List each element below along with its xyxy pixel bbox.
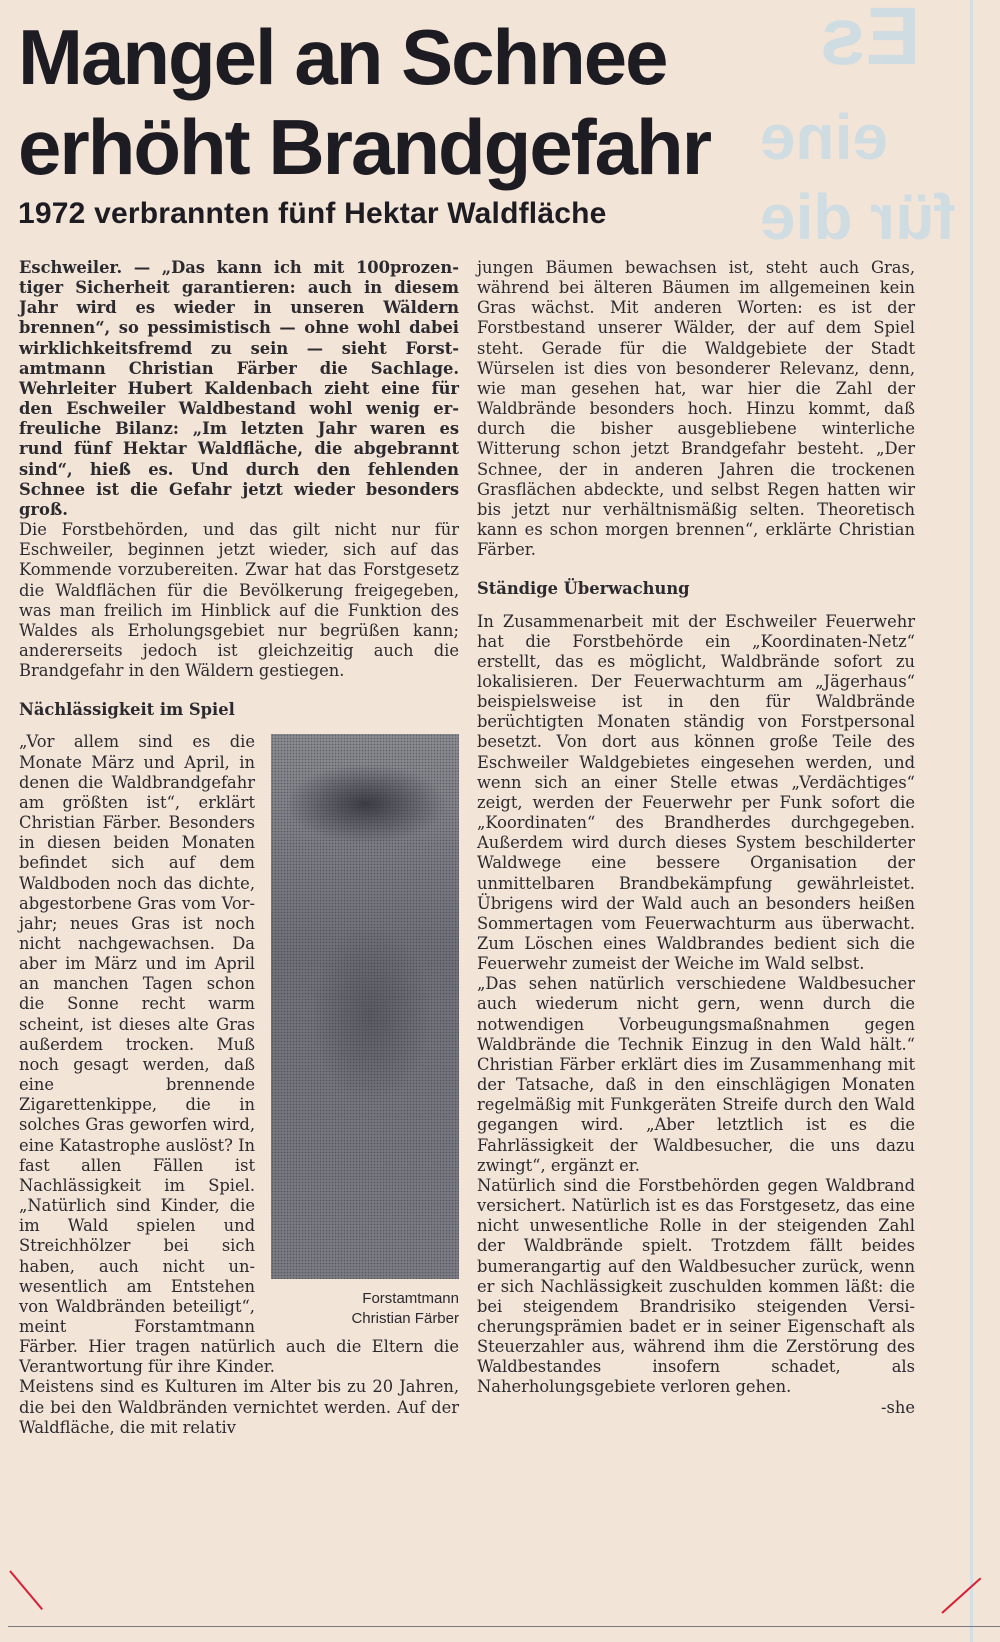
- paragraph: „Das sehen natürlich verschiedene Waldbesucher auch wiederum nicht gern, wenn durch die notwendigen Vorbeugungsmaßnahmen gegen Waldbrände die Technik Einzug in den Wald hält.“ Christian Färber erklärt dies im Zusammenhang mit der Tatsache, daß in den einschlägigen Monaten regelmäßig mit Funkgeräten Streife durch den Wald gegangen wird. „Aber letztlich ist es die Fahrlässigkeit der Waldbesucher, die uns dazu zwingt“, ergänzt er.: [477, 974, 915, 1175]
- clipping-bottom-edge: [8, 1626, 1000, 1627]
- paragraph: Die Forstbehörden, und das gilt nicht nur für Eschweiler, beginnen jetzt wieder, sich auf das Kommende vorzubereiten. Zwar hat das Forstgesetz die Waldflächen für die Bevölkerung freigegeben, was man freilich im Hinblick auf die Funktion des Waldes als Erholungsgebiet nur begrüßen kann; andererseits jedoch ist gleichzeitig auch die Brandgefahr in den Wäldern gestiegen.: [19, 520, 459, 681]
- subheadline: 1972 verbrannten fünf Hektar Waldfläche: [18, 197, 607, 230]
- headline-line-2: erhöht Brandgefahr: [18, 103, 711, 191]
- portrait-photo: [271, 734, 459, 1279]
- paragraph: In Zusammenarbeit mit der Eschweiler Feuerwehr hat die Forstbehörde ein „Koordinaten-Netz“ erstellt, das es möglicht, Waldbrände sofort zu lokalisieren. Der Feuerwachturm am „Jägerhaus“ beispielsweise ist in den für Waldbrände berüchtigten Monaten ständig von Forstpersonal besetzt. Von dort aus können große Teile des Eschweiler Waldgebietes eingesehen werden, und wenn sich an einer Stelle etwas „Verdächtiges“ zeigt, werden der Feuerwehr per Funk sofort die „Koordinaten“ des Brandherdes durchgegeben. Außerdem wird durch dieses System beschilderter Waldwege eine bessere Organisation der unmittelbaren Brandbekämpfung gewährleistet. Übrigens wird der Wald auch an besonders heißen Sommertagen vom Feuerwachturm aus überwacht. Zum Löschen eines Waldbrandes bedient sich die Feuerwehr zumeist der Weiche im Wald selbst.: [477, 611, 915, 974]
- paragraph-text: „Vor allem sind es die Monate März und April, in denen die Waldbrandgefahr am größten ist“, erklärt Christian Färber. Besonders in diesen beiden Monaten befindet sich auf dem Waldboden noch das dichte, abgestorbene Gras vom Vorjahr; neues Gras ist noch nicht nachgewachsen. Da aber im März und im April an manchen Tagen schon die Sonne recht warm scheint, ist dieses alte Gras außerdem trocken. Muß noch gesagt werden, daß eine brennende Zigarettenkippe, die in solches Gras geworfen wird, eine Katastrophe auslöst? In fast allen Fällen ist Nachlässigkeit im Spiel. „Natürlich sind Kinder, die im Wald spielen und Streichhölzer bei sich haben, auch nicht unwesentlich am Entstehen von Waldbränden beteiligt“, meint Forstamtmann Färber. Hier tragen natürlich auch die Eltern die Verantwortung für ihre Kinder.: [19, 732, 459, 1377]
- bleed-through-text: Es: [820, 0, 921, 82]
- author-signature: -she: [881, 1397, 915, 1417]
- paper-margin-line: [970, 0, 973, 1642]
- red-pen-mark: [9, 1570, 43, 1610]
- caption-line-2: Christian Färber: [351, 1310, 459, 1328]
- paragraph: Natürlich sind die Forstbehörden gegen Waldbrand versichert. Natürlich ist es das Forstgesetz, das eine nicht unwesentliche Rolle in der steigenden Zahl der Waldbrände spielt. Trotzdem fällt beides bumerangartig auf den Waldbesucher zurück, wenn er sich Nachlässigkeit zuschulden kommen läßt: die bei steigendem Brandrisiko steigenden Versicherungsprämien badet er in seiner Eigenschaft als Steuerzahler aus, während ihm die Zerstörung des Waldbestandes insofern schadet, als Naherholungsgebiete verloren gehen.: [477, 1175, 915, 1397]
- paragraph: Meistens sind es Kulturen im Alter bis zu 20 Jahren, die bei den Waldbränden vernichtet werden. Auf der Waldfläche, die mit relativ: [19, 1377, 459, 1437]
- headline: [18, 12, 710, 192]
- bleed-through-text: für die: [760, 181, 956, 253]
- caption-line-1: Forstamtmann: [362, 1290, 459, 1308]
- section-heading: Nächlässigkeit im Spiel: [19, 700, 235, 720]
- lead-paragraph: Eschweiler. — „Das kann ich mit 100prozentiger Sicherheit garantieren: auch in diesem Jahr wird es wieder in unseren Wäldern brennen“, so pessimistisch — ohne wohl dabei wirklichkeitsfremd zu sein — sieht Forstamtmann Christian Färber die Sachlage. Wehrleiter Hubert Kaldenbach zieht eine für den Eschweiler Waldbestand wohl wenig erfreuliche Bilanz: „Im letzten Jahr waren es rund fünf Hektar Waldfläche, die abgebrannt sind“, hieß es. Und durch den fehlenden Schnee ist die Gefahr jetzt wieder besonders groß.: [19, 258, 459, 519]
- paragraph: [19, 732, 459, 1377]
- article-column-left: [19, 258, 459, 1438]
- section-heading: Ständige Überwachung: [477, 579, 690, 599]
- photo-figure: [271, 734, 459, 1329]
- photo-caption: [271, 1289, 459, 1329]
- headline-line-1: Mangel an Schnee: [18, 13, 667, 101]
- bleed-through-text: eine: [760, 101, 889, 173]
- article-column-right: [477, 258, 915, 1418]
- paragraph-continued: jungen Bäumen bewachsen ist, steht auch Gras, während bei älteren Bäumen im allgemeinen kein Gras wächst. Mit anderen Worten: es ist der Forstbestand unserer Wälder, der auf dem Spiel steht. Gerade für die Waldgebiete der Stadt Würselen ist dies von besonderer Relevanz, denn, wie man gesehen hat, war hier die Zahl der Waldbrände besonders hoch. Hinzu kommt, daß durch die bisher ausgebliebene winterliche Witterung schon jetzt Brandgefahr besteht. „Der Schnee, der in anderen Jahren die trockenen Grasflächen abdeckte, und selbst Regen hatten wir bis jetzt nur verhältnismäßig selten. Theoretisch kann es schon morgen brennen“, erklärte Christian Färber.: [477, 258, 915, 560]
- red-pen-mark: [941, 1577, 981, 1613]
